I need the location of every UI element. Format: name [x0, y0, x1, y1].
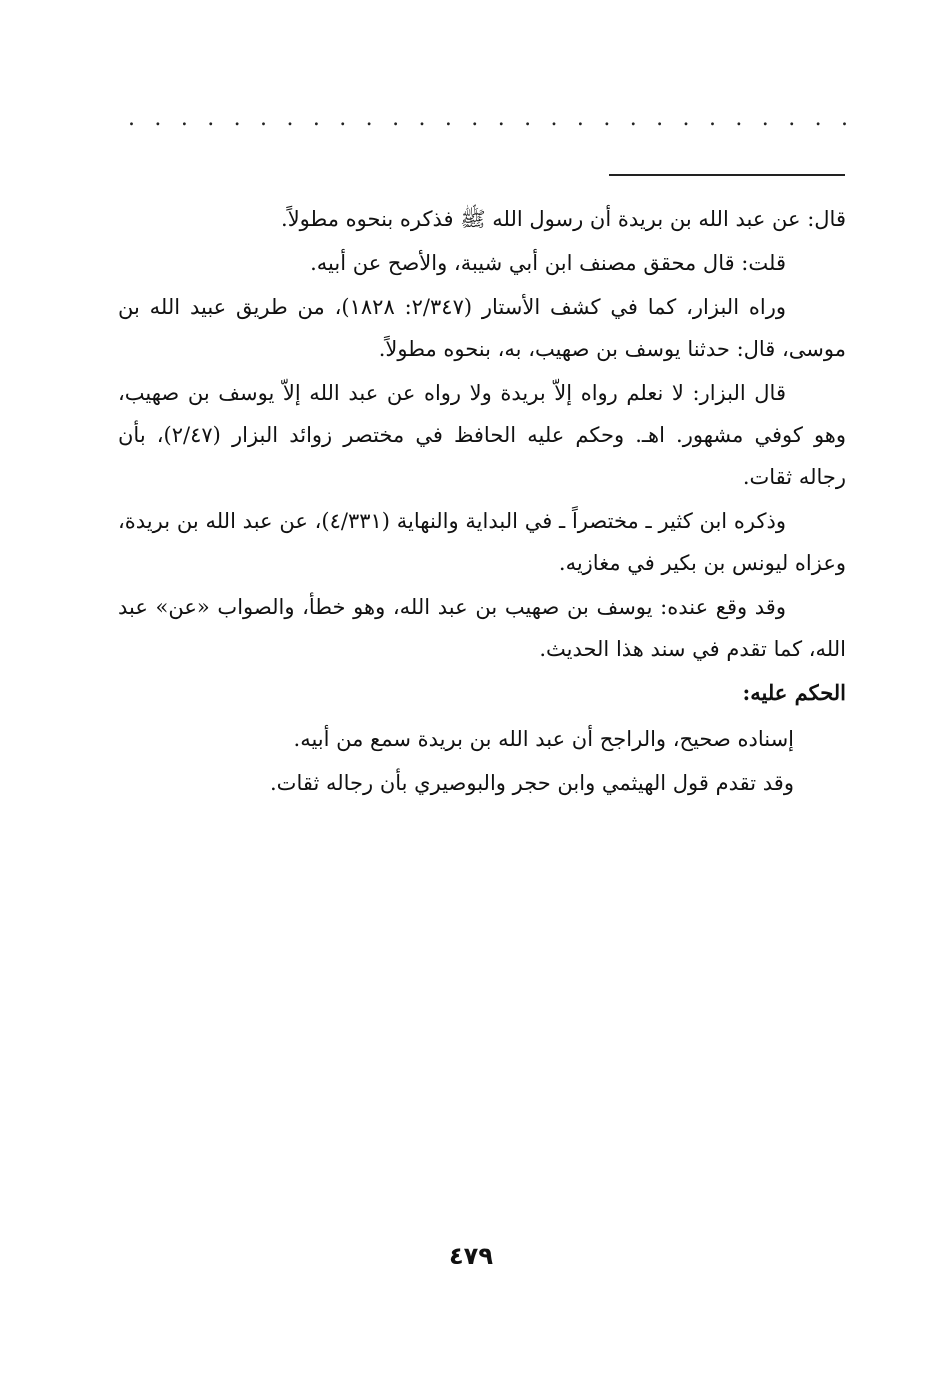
paragraph-3: وراه البزار، كما في كشف الأستار (٢/٣٤٧: ١٨٢٨)، من طريق عبيد الله بن موسى، قال: حدثنا يوسف بن صهيب، به، بنحوه مطولاً. [118, 295, 846, 361]
paragraph-1: قال: عن عبد الله بن بريدة أن رسول الله ﷺ فذكره بنحوه مطولاً. [281, 207, 846, 231]
footnote-text [118, 198, 846, 806]
paragraph-4: قال البزار: لا نعلم رواه إلاّ بريدة ولا رواه عن عبد الله إلاّ يوسف بن صهيب، وهو كوفي مشهور. اهـ. وحكم عليه الحافظ في مختصر زوائد البزار (٢/٤٧)، بأن رجاله ثقات. [118, 381, 847, 489]
verdict-heading: الحكم عليه: [742, 680, 846, 705]
dotted-separator: . . . . . . . . . . . . . . . . . . . . . . . . . . . . [128, 106, 848, 131]
verdict-line-2: وقد تقدم قول الهيثمي وابن حجر والبوصيري بأن رجاله ثقات. [270, 771, 794, 795]
paragraph-2: قلت: قال محقق مصنف ابن أبي شيبة، والأصح عن أبيه. [310, 251, 786, 275]
paragraph-5: وذكره ابن كثير ـ مختصراً ـ في البداية والنهاية (٤/٣٣١)، عن عبد الله بن بريدة، وعزاه ليونس بن بكير في مغازيه. [118, 509, 846, 575]
paragraph-6: وقد وقع عنده: يوسف بن صهيب بن عبد الله، وهو خطأ، والصواب «عن» عبد الله، كما تقدم في سند هذا الحديث. [118, 595, 846, 661]
page-number: ٤٧٩ [449, 1242, 493, 1270]
verdict-line-1: إسناده صحيح، والراجح أن عبد الله بن بريدة سمع من أبيه. [293, 727, 794, 751]
footnote-rule [609, 174, 845, 176]
